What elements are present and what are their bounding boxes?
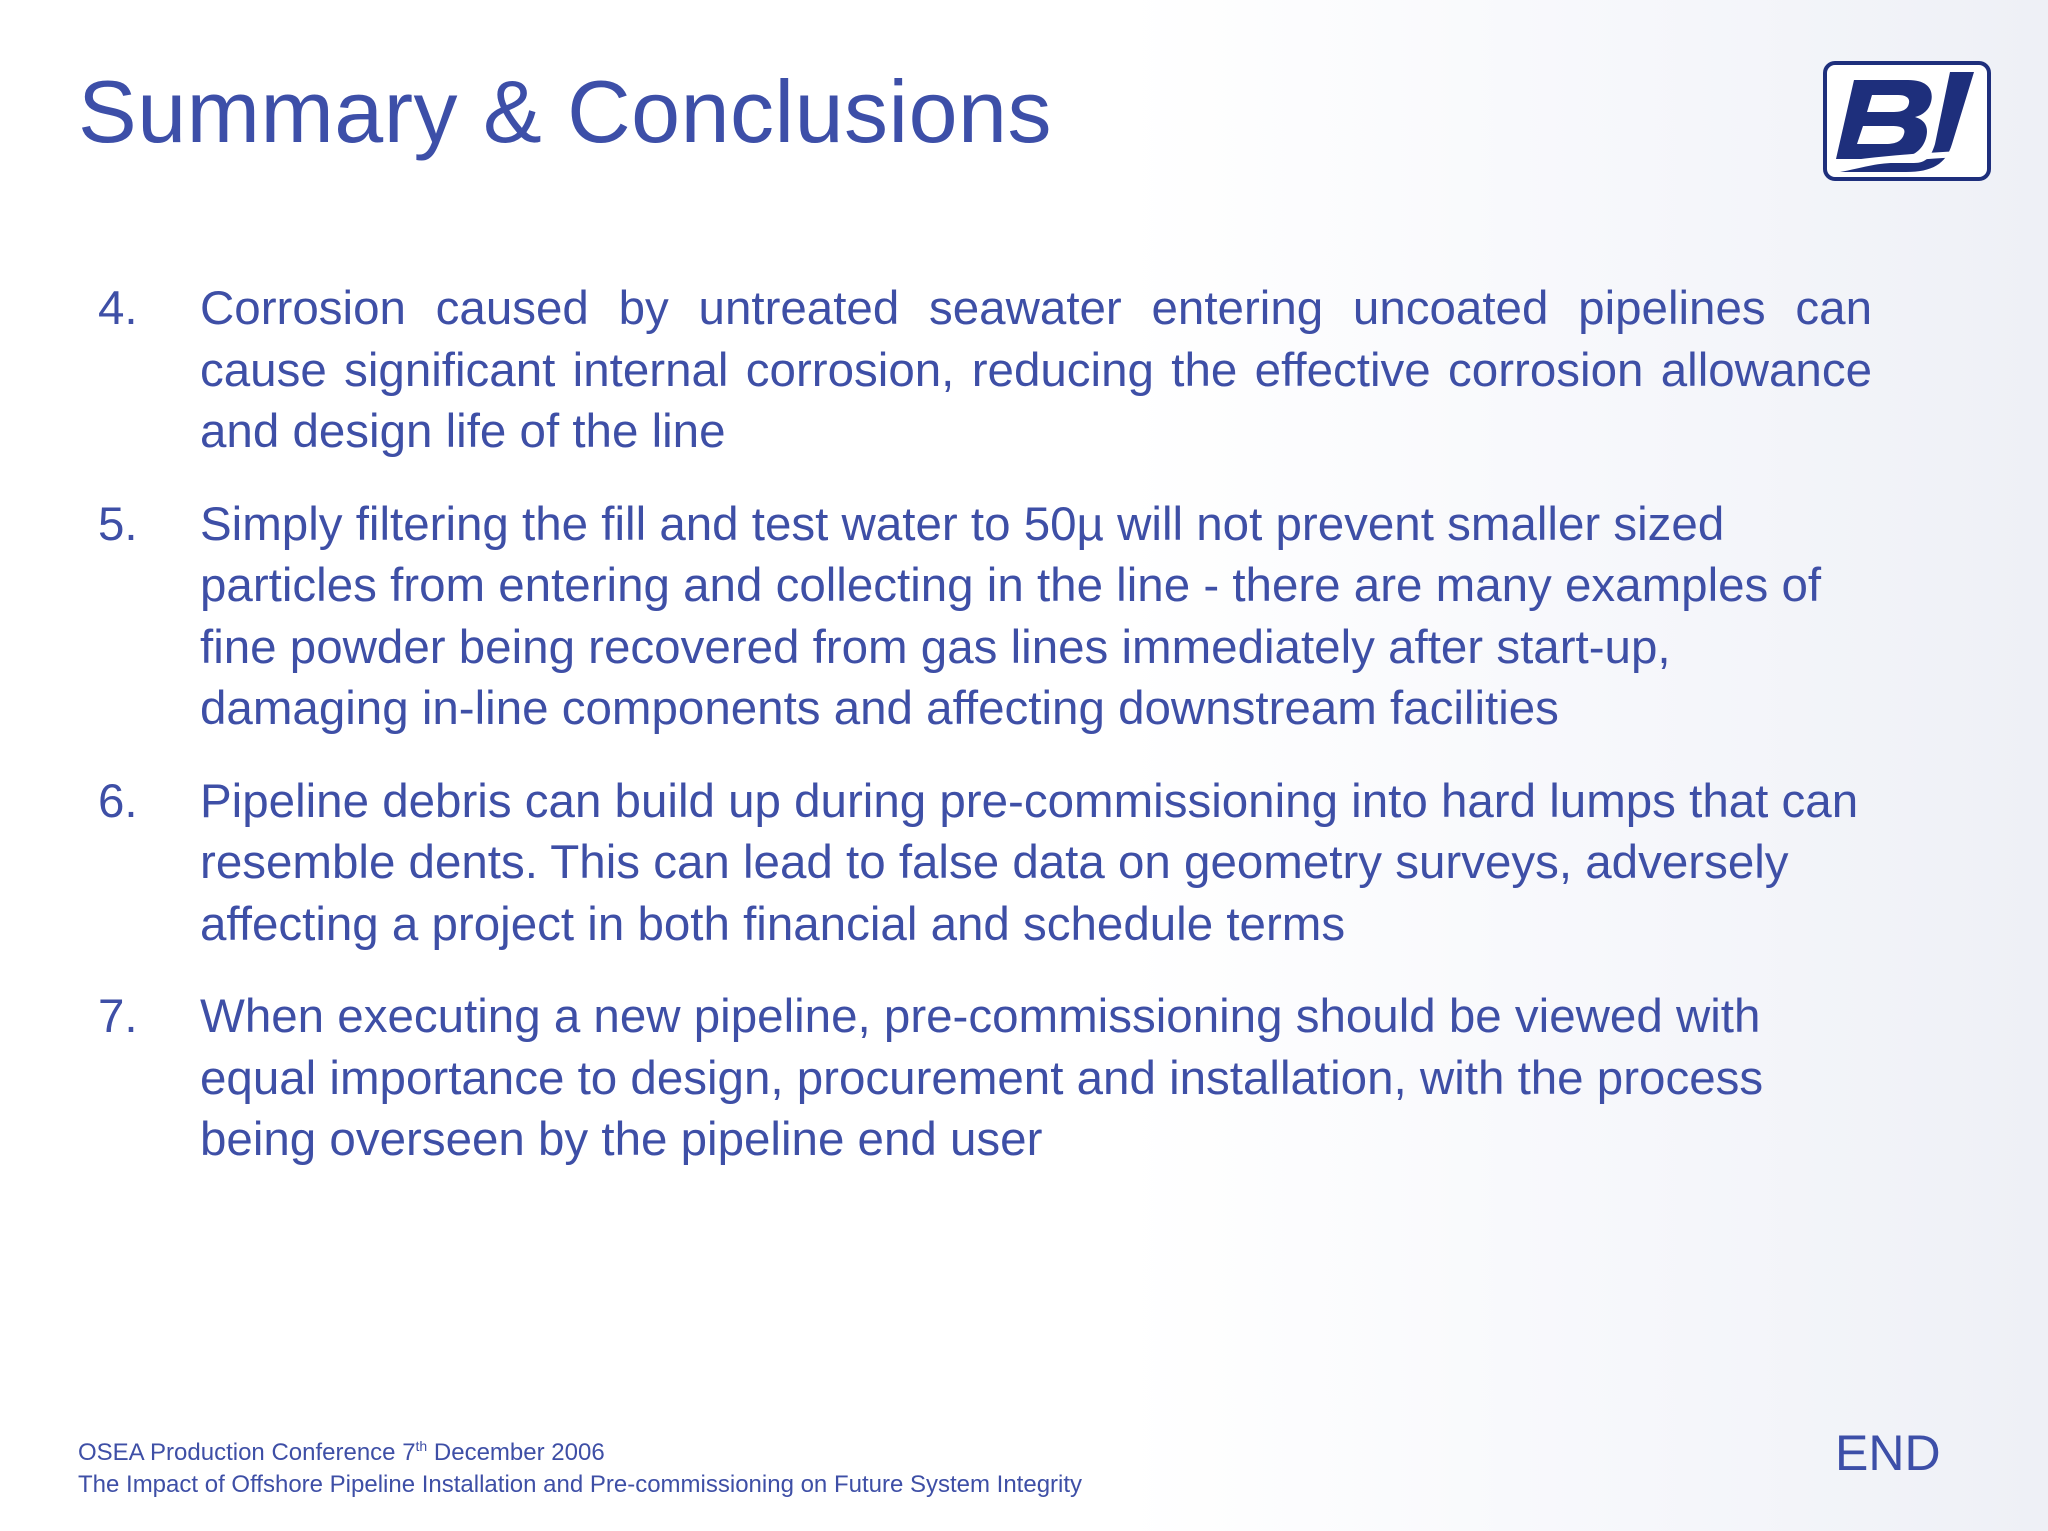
item-number: 5. — [98, 497, 138, 551]
list-item — [98, 771, 1878, 956]
footer-paper-title: The Impact of Offshore Pipeline Installation and Pre-commissioning on Future System Integrity — [78, 1471, 1083, 1498]
item-text: When executing a new pipeline, pre-commissioning should be viewed with equal importance to design, procurement and installation, with the process being overseen by the pipeline end user — [200, 990, 1764, 1166]
footer-conference-text: OSEA Production Conference 7 — [78, 1439, 416, 1466]
item-number: 7. — [98, 990, 138, 1043]
list-item — [98, 278, 1878, 463]
item-text: Pipeline debris can build up during pre-commissioning into hard lumps that can resemble dents. This can lead to false data on geometry surveys, adversely affecting a project in both financial and schedule terms — [200, 774, 1859, 951]
bj-logo-graphic — [1822, 60, 1992, 182]
conclusions-list — [98, 278, 1878, 1202]
list-item — [98, 494, 1878, 740]
footer-superscript: th — [415, 1438, 428, 1454]
end-label: END — [1835, 1425, 1941, 1481]
item-number: 4. — [98, 282, 138, 335]
footer-conference — [78, 1437, 1082, 1469]
item-text: Corrosion caused by untreated seawater entering uncoated pipelines can cause significant internal corrosion, reducing the effective corrosion allowance and design life of the line — [200, 282, 1872, 458]
footer-date: December 2006 — [427, 1439, 605, 1466]
list-item — [98, 986, 1878, 1171]
bj-logo-icon — [1822, 60, 1992, 182]
item-text: Simply filtering the fill and test water to 50µ will not prevent smaller sized particles from entering and collecting in the line - there are many examples of fine powder being recovered from gas lines immediately after start-up, damaging in-line components and affecting downstream facilities — [200, 497, 1822, 735]
footer — [78, 1437, 1082, 1501]
slide-title: Summary & Conclusions — [78, 62, 1052, 161]
item-number: 6. — [98, 774, 138, 828]
